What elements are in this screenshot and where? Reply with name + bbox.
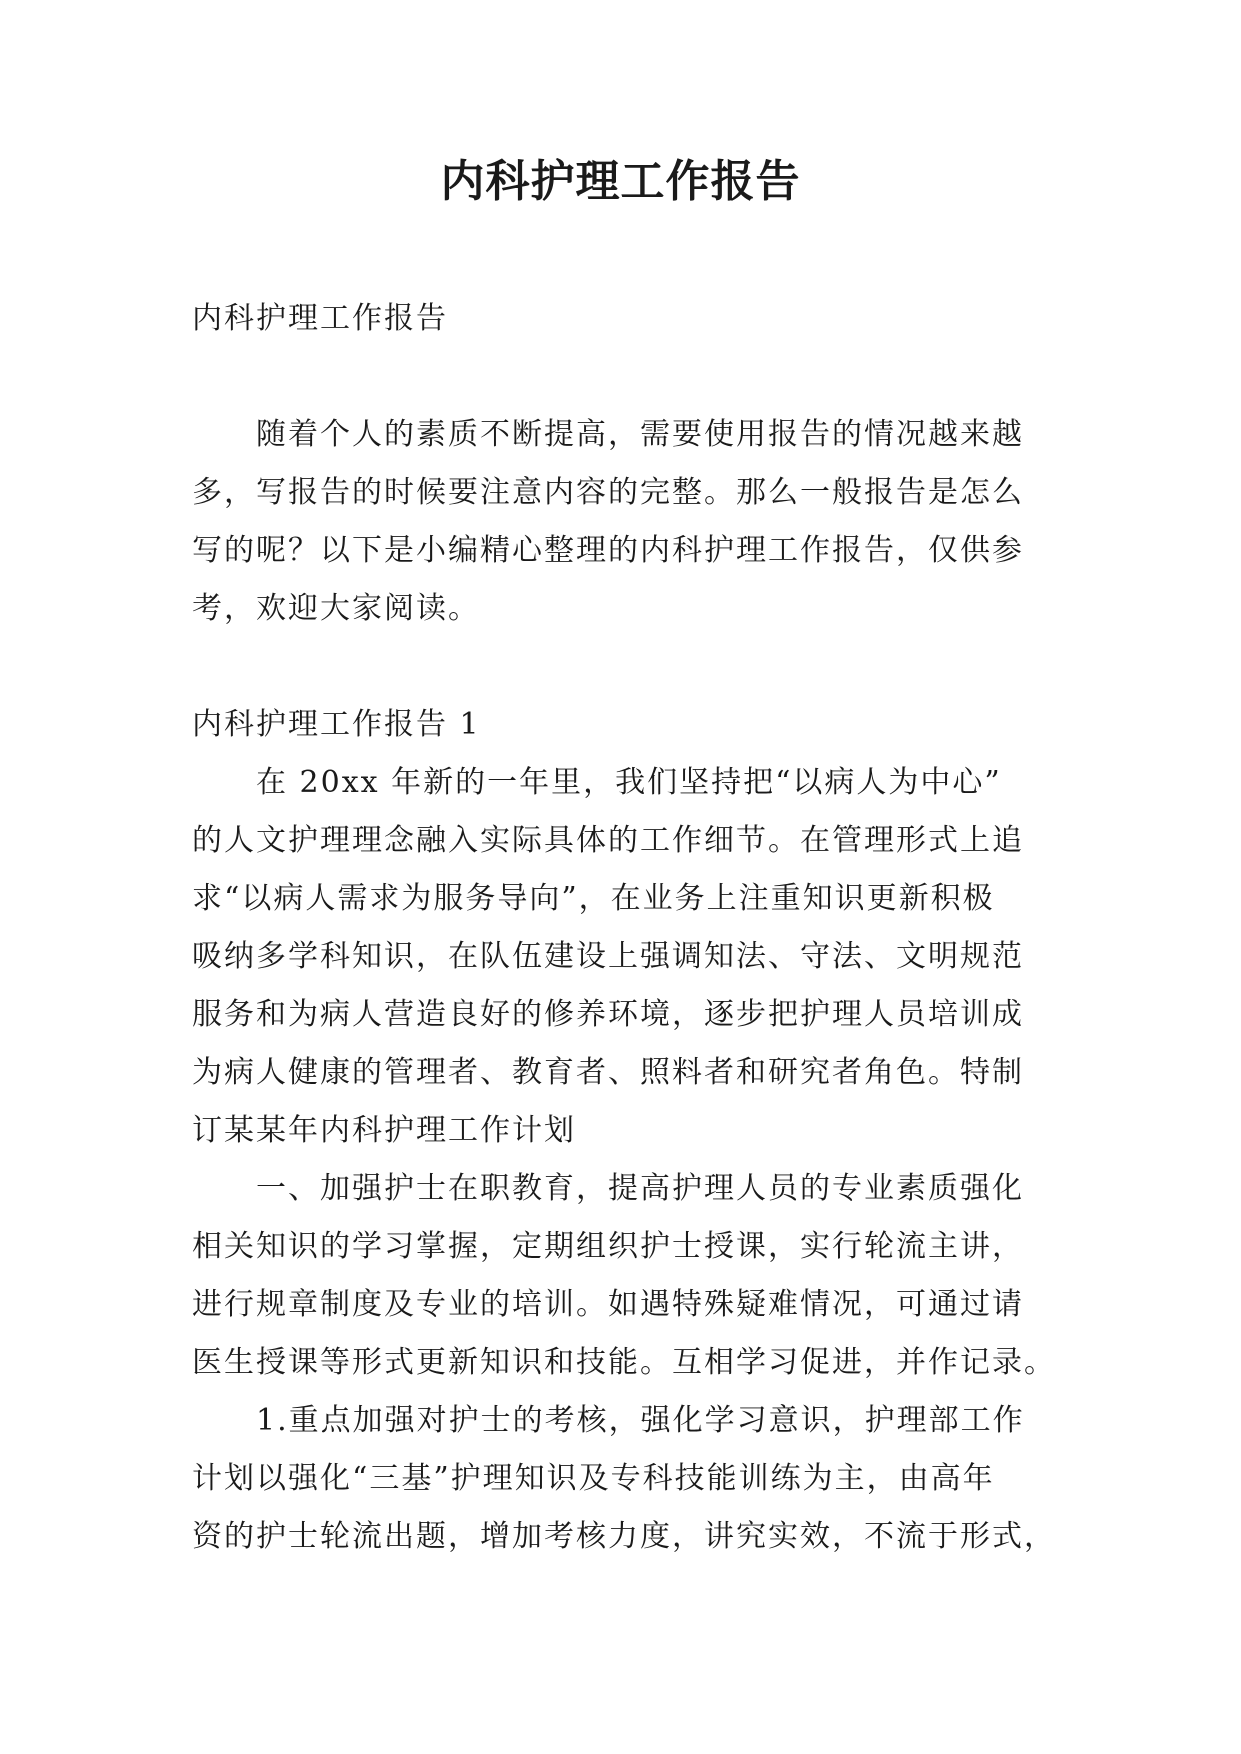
body-line: 相关知识的学习掌握，定期组织护士授课，实行轮流主讲， — [192, 1229, 1024, 1264]
body-line: 服务和为病人营造良好的修养环境，逐步把护理人员培训成 — [192, 997, 1024, 1032]
body-line: 医生授课等形式更新知识和技能。互相学习促进，并作记录。 — [192, 1345, 1056, 1380]
body-line: 为病人健康的管理者、教育者、照料者和研究者角色。特制 — [192, 1055, 1024, 1090]
document-body — [192, 290, 1057, 1566]
intro-line: 随着个人的素质不断提高，需要使用报告的情况越来越 — [256, 417, 1024, 452]
body-line: 的人文护理理念融入实际具体的工作细节。在管理形式上追 — [192, 823, 1024, 858]
body-line: 吸纳多学科知识，在队伍建设上强调知法、守法、文明规范 — [192, 939, 1024, 974]
paragraph-gap — [192, 348, 1057, 406]
paragraph-gap — [192, 638, 1057, 696]
subtitle-line: 内科护理工作报告 — [192, 301, 448, 336]
intro-line: 写的呢？以下是小编精心整理的内科护理工作报告，仅供参 — [192, 533, 1024, 568]
body-line: 求“以病人需求为服务导向”，在业务上注重知识更新积极 — [192, 881, 995, 916]
body-line: 订某某年内科护理工作计划 — [192, 1113, 576, 1148]
document-title: 内科护理工作报告 — [440, 156, 801, 207]
body-line: 1.重点加强对护士的考核，强化学习意识，护理部工作 — [256, 1403, 1025, 1438]
intro-line: 多，写报告的时候要注意内容的完整。那么一般报告是怎么 — [192, 475, 1024, 510]
body-line: 资的护士轮流出题，增加考核力度，讲究实效，不流于形式， — [192, 1519, 1056, 1554]
body-line: 进行规章制度及专业的培训。如遇特殊疑难情况，可通过请 — [192, 1287, 1024, 1322]
intro-line: 考，欢迎大家阅读。 — [192, 591, 480, 626]
body-line: 在 20xx 年新的一年里，我们坚持把“以病人为中心” — [256, 765, 1002, 800]
body-line: 计划以强化“三基”护理知识及专科技能训练为主，由高年 — [192, 1461, 995, 1496]
section-heading: 内科护理工作报告 1 — [192, 707, 481, 742]
body-line: 一、加强护士在职教育，提高护理人员的专业素质强化 — [256, 1171, 1024, 1206]
